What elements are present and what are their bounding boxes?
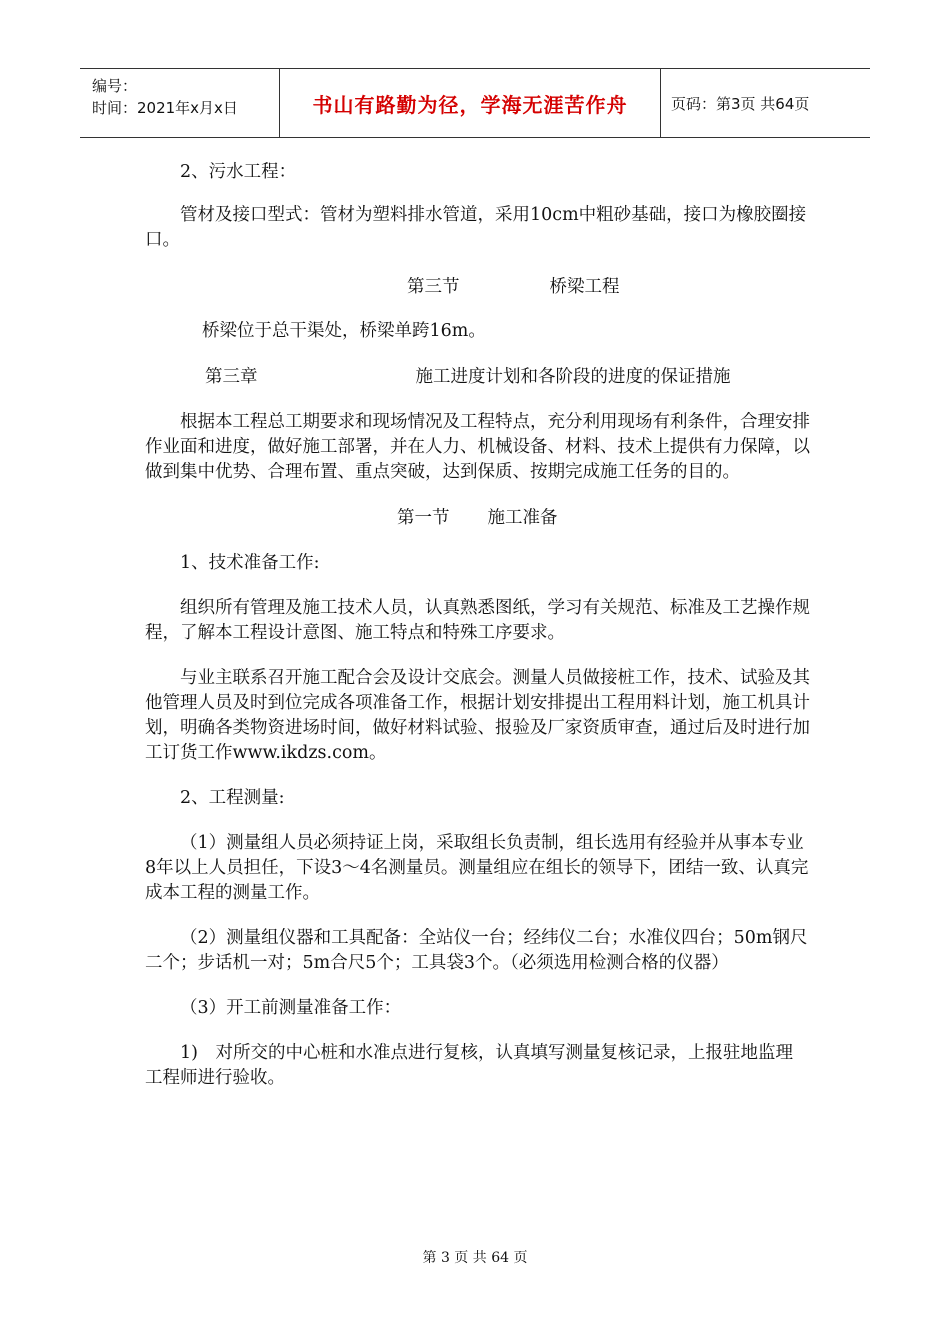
survey-item-1: （1）测量组人员必须持证上岗，采取组长负责制，组长选用有经验并从事本专业8年以上人员担任，下设3～4名测量员。测量组应在组长的领导下，团结一致、认真完成本工程的测量工作。 bbox=[145, 833, 809, 903]
section-1-number: 第一节 bbox=[397, 508, 450, 528]
sewage-paragraph: 管材及接口型式：管材为塑料排水管道，采用10cm中粗砂基础，接口为橡胶圈接口。 bbox=[145, 205, 807, 250]
survey-item-2: （2）测量组仪器和工具配备：全站仪一台；经纬仪二台；水准仪四台；50m钢尺二个；步话机一对；5m合尺5个；工具袋3个。（必须选用检测合格的仪器） bbox=[145, 928, 808, 973]
chapter-3-title: 施工进度计划和各阶段的进度的保证措施 bbox=[415, 367, 731, 387]
serial-number: 编号： bbox=[92, 77, 138, 95]
survey-heading: 2、工程测量: bbox=[180, 788, 285, 808]
bridge-paragraph: 桥梁位于总干渠处，桥梁单跨16m。 bbox=[202, 321, 486, 341]
chapter-3-number: 第三章 bbox=[205, 367, 258, 387]
header-motto: 书山有路勤为径，学海无涯苦作舟 bbox=[280, 69, 661, 137]
sewage-heading: 2、污水工程： bbox=[180, 162, 297, 182]
tech-prep-heading: 1、技术准备工作: bbox=[180, 553, 320, 573]
tech-prep-paragraph-2: 与业主联系召开施工配合会及设计交底会。测量人员做接桩工作，技术、试验及其他管理人员及时到位完成各项准备工作，根据计划安排提出工程用料计划，施工机具计划，明确各类物资进场时间，做好材料试验、报验及厂家资质审查，通过后及时进行加工订货工作www.ikdzs.com。 bbox=[145, 668, 810, 763]
tech-prep-paragraph-1: 组织所有管理及施工技术人员，认真熟悉图纸，学习有关规范、标准及工艺操作规程，了解本工程设计意图、施工特点和特殊工序要求。 bbox=[145, 598, 810, 643]
survey-item-3-1: 1) 对所交的中心桩和水准点进行复核，认真填写测量复核记录，上报驻地监理工程师进行验收。 bbox=[145, 1043, 793, 1088]
section-1-heading bbox=[145, 506, 810, 531]
chapter-3-heading bbox=[145, 365, 810, 390]
section-3-heading bbox=[145, 275, 810, 300]
section-3-title: 桥梁工程 bbox=[549, 277, 620, 297]
header-date: 时间：2021年x月x日 bbox=[92, 99, 238, 117]
header-page-info: 页码：第3页 共64页 bbox=[671, 94, 810, 113]
section-1-title: 施工准备 bbox=[487, 508, 558, 528]
page-footer: 第 3 页 共 64 页 bbox=[422, 1250, 528, 1266]
page-header bbox=[80, 68, 870, 138]
intro-paragraph: 根据本工程总工期要求和现场情况及工程特点，充分利用现场有利条件，合理安排作业面和进度，做好施工部署，并在人力、机械设备、材料、技术上提供有力保障，以做到集中优势、合理布置、重点突破，达到保质、按期完成施工任务的目的。 bbox=[145, 412, 810, 482]
header-meta bbox=[80, 69, 280, 137]
section-3-number: 第三节 bbox=[407, 277, 460, 297]
document-body bbox=[145, 150, 810, 1091]
survey-item-3: （3）开工前测量准备工作： bbox=[180, 998, 402, 1018]
